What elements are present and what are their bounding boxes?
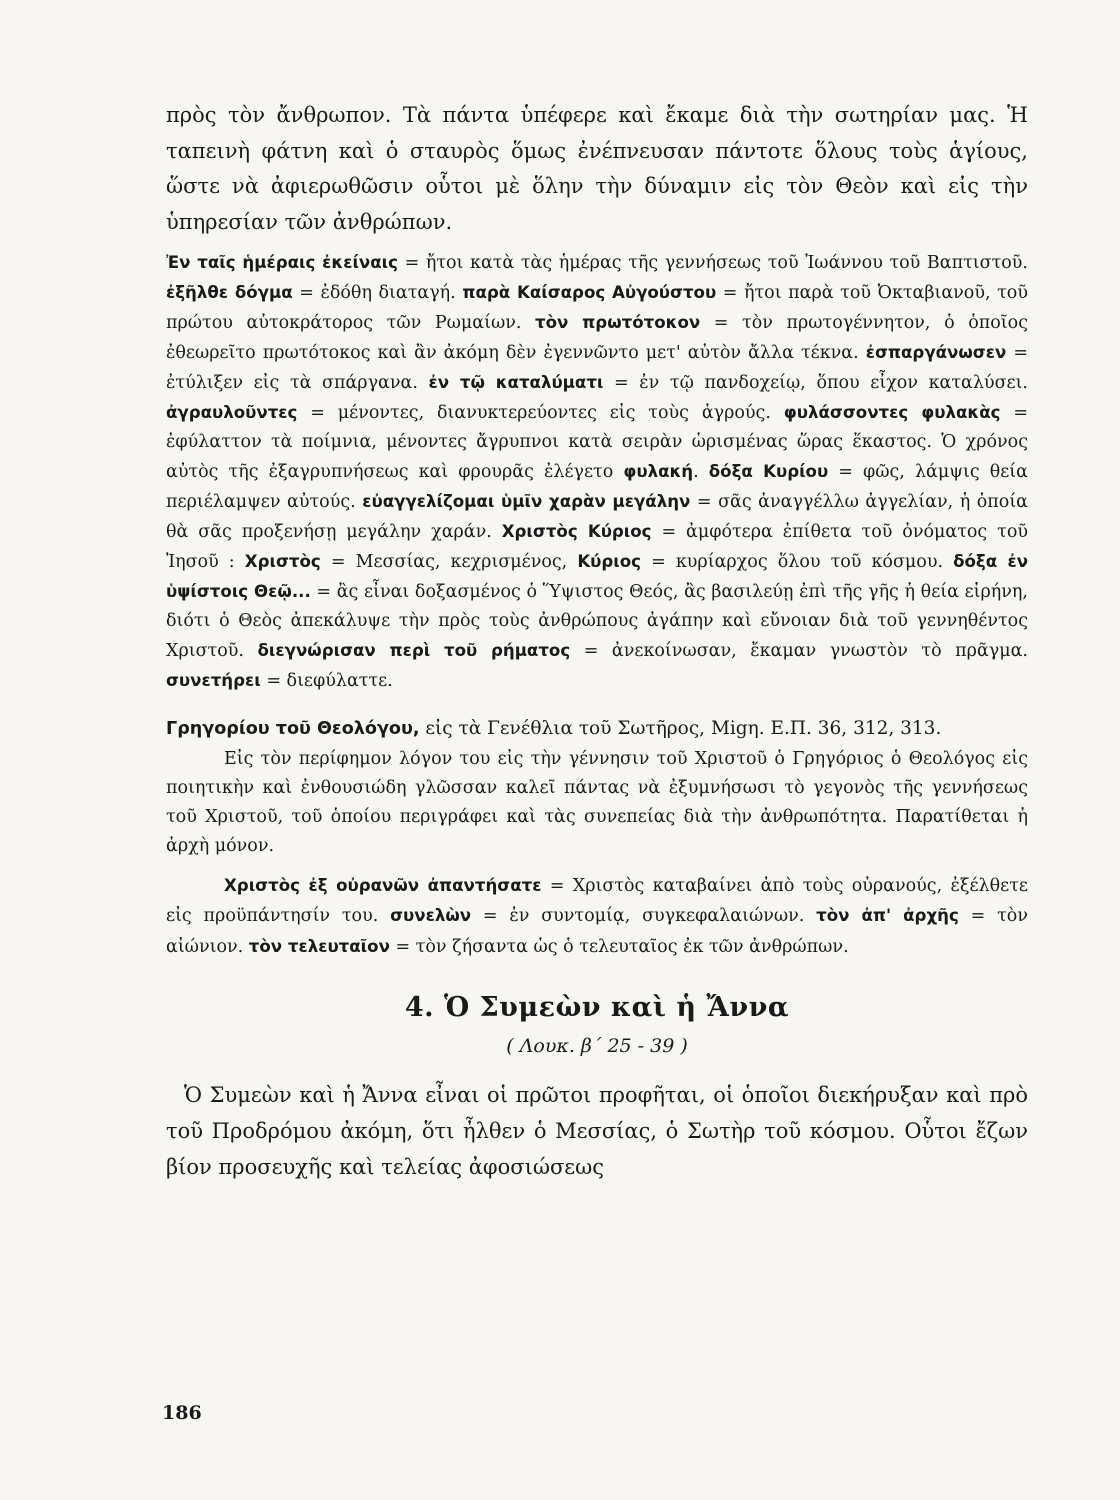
gloss-term: φυλακή bbox=[623, 462, 694, 481]
glossary2-paragraph bbox=[166, 871, 1028, 963]
source-intro: Εἰς τὸν περίφημον λόγον του εἰς τὴν γέννησιν τοῦ Χριστοῦ ὁ Γρηγόριος ὁ Θεολόγος εἰς ποιητικὴν καὶ ἐνθουσιώδη γλῶσσαν καλεῖ πάντας νὰ ἐξυμνήσωσι τὸ γεγονὸς τῆς γεννήσεως τοῦ Χριστοῦ, τοῦ ὁποίου περιγράφει καὶ τὰς συνεπείας διὰ τὴν ἀνθρωπότητα. Παρατίθεται ἡ ἀρχὴ μόνον. bbox=[166, 748, 1028, 856]
section-reference: ( Λουκ. β΄ 25 - 39 ) bbox=[506, 1035, 688, 1057]
gloss-term: Κύριος bbox=[577, 552, 642, 571]
gloss-def: = τὸν πρωτογέννητον, ὁ ὁποῖος ἐθεωρεῖτο πρωτότοκος καὶ ἂν ἀκόμη δὲν ἐγεννῶντο μετ' αὐτὸν ἄλλα τέκνα. bbox=[166, 313, 1028, 363]
gloss-term: δόξα ἐν ὑψίστοις Θεῷ... bbox=[166, 552, 1029, 601]
gloss-term: συνετήρει bbox=[166, 671, 261, 690]
gloss-term: παρὰ Καίσαρος Αὐγούστου bbox=[462, 283, 717, 302]
source-citation bbox=[166, 714, 1028, 745]
gloss-def: = Μεσσίας, κεχρισμένος, bbox=[320, 552, 578, 572]
final-paragraph: Ὁ Συμεὼν καὶ ἡ Ἄννα εἶναι οἱ πρῶτοι προφῆται, οἱ ὁποῖοι διεκήρυξαν καὶ πρὸ τοῦ Προδρόμου ἀκόμη, ὅτι ἦλθεν ὁ Μεσσίας, ὁ Σωτὴρ τοῦ κόσμου. Οὗτοι ἔζων βίον προσευχῆς καὶ τελείας ἀφοσιώσεως bbox=[166, 1083, 1028, 1179]
intro-paragraph: πρὸς τὸν ἄνθρωπον. Τὰ πάντα ὑπέφερε καὶ ἔκαμε διὰ τὴν σωτηρίαν μας. Ἡ ταπεινὴ φάτνη καὶ ὁ σταυρὸς ὅμως ἐνέπνευσαν πάντοτε ὅλους τοὺς ἁγίους, ὥστε νὰ ἀφιερωθῶσιν οὗτοι μὲ ὅλην τὴν δύναμιν εἰς τὸν Θεὸν καὶ εἰς τὴν ὑπηρεσίαν τῶν ἀνθρώπων. bbox=[166, 103, 1028, 234]
gloss-def: = ἐφύλαττον τὰ ποίμνια, μένοντες ἄγρυπνοι κατὰ σειρὰν ὡρισμένας ὥρας ἕκαστος. Ὁ χρόνος αὐτὸς τῆς ἐξαγρυπνήσεως καὶ φρουρᾶς ἐλέγετο bbox=[166, 403, 1028, 482]
gloss-term: ἐξῆλθε δόγμα bbox=[166, 283, 293, 302]
gloss-def: = ἐν συντομίᾳ, συγκεφαλαιώνων. bbox=[471, 906, 817, 926]
gloss-term: Χριστὸς ἐξ οὐρανῶν ἀπαντήσατε bbox=[224, 875, 542, 895]
gloss-term: εὐαγγελίζομαι ὑμῖν χαρὰν μεγάλην bbox=[362, 492, 691, 511]
gloss-term: ἐν τῷ καταλύματι bbox=[428, 373, 604, 392]
gloss-term: Ἐν ταῖς ἡμέραις ἐκείναις bbox=[166, 253, 398, 272]
gloss-def: = ἂς εἶναι δοξασμένος ὁ Ὕψιστος Θεός, ἂς βασιλεύῃ ἐπὶ τῆς γῆς ἡ θεία εἰρήνη, διότι ὁ Θεὸς ἀπεκάλυψε τὴν πρὸς τοὺς ἀνθρώπους ἀγάπην καὶ εὔνοιαν διὰ τοῦ γεννηθέντος Χριστοῦ. bbox=[166, 582, 1028, 661]
gloss-term: συνελὼν bbox=[390, 906, 472, 925]
section-heading: 4. Ὁ Συμεὼν καὶ ἡ Ἄννα bbox=[404, 992, 790, 1023]
gloss-def: = Χριστὸς καταβαίνει ἀπὸ τοὺς οὐρανούς, ἐξέλθετε εἰς προϋπάντησίν του. bbox=[166, 875, 1028, 926]
glossary-paragraph bbox=[166, 248, 1028, 696]
gloss-def: = κυρίαρχος ὅλου τοῦ κόσμου. bbox=[641, 552, 954, 572]
gloss-term: τὸν τελευταῖον bbox=[248, 936, 390, 956]
gloss-term: Χριστὸς Κύριος bbox=[501, 522, 652, 541]
gloss-def: = ἤτοι κατὰ τὰς ἡμέρας τῆς γεννήσεως τοῦ Ἰωάννου τοῦ Βαπτιστοῦ. bbox=[397, 253, 1028, 273]
source-ref: εἰς τὰ Γενέθλια τοῦ Σωτῆρος, Migη. Ε.Π. 36, 312, 313. bbox=[419, 718, 942, 739]
page-number: 186 bbox=[162, 1402, 202, 1424]
gloss-def: = ἀμφότερα ἐπίθετα τοῦ ὀνόματος τοῦ Ἰησοῦ : bbox=[166, 522, 1028, 572]
gloss-term: τὸν ἀπ' ἀρχῆς bbox=[816, 906, 959, 925]
gloss-def: = σᾶς ἀναγγέλλω ἀγγελίαν, ἡ ὁποία θὰ σᾶς προξενήσῃ μεγάλην χαράν. bbox=[166, 492, 1028, 542]
gloss-term: φυλάσσοντες φυλακὰς bbox=[783, 403, 1001, 422]
gloss-def: = ἐτύλιξεν εἰς τὰ σπάργανα. bbox=[166, 343, 1028, 393]
page-body bbox=[166, 98, 1028, 1185]
gloss-def: = φῶς, λάμψις θεία περιέλαμψεν αὐτούς. bbox=[166, 462, 1028, 512]
source-author: Γρηγορίου τοῦ Θεολόγου, bbox=[166, 719, 420, 739]
gloss-term: δόξα Κυρίου bbox=[708, 462, 829, 481]
gloss-def: = ἤτοι παρὰ τοῦ Ὀκταβιανοῦ, τοῦ πρώτου αὐτοκράτορος τῶν Ρωμαίων. bbox=[166, 283, 1028, 333]
gloss-def: = μένοντες, διανυκτερεύοντες εἰς τοὺς ἀγρούς. bbox=[297, 403, 784, 423]
gloss-def: = τὸν ζήσαντα ὡς ὁ τελευταῖος ἐκ τῶν ἀνθρώπων. bbox=[389, 936, 849, 957]
gloss-def: = διεφύλαττε. bbox=[260, 671, 393, 691]
gloss-def: = ἐν τῷ πανδοχείῳ, ὅπου εἶχον καταλύσει. bbox=[603, 373, 1028, 393]
gloss-term: Χριστὸς bbox=[244, 552, 321, 571]
gloss-def: = τὸν αἰώνιον. bbox=[166, 906, 1028, 957]
gloss-def: = ἐδόθη διαταγή. bbox=[292, 283, 463, 303]
gloss-term: ἐσπαργάνωσεν bbox=[865, 343, 1007, 362]
gloss-def: = ἀνεκοίνωσαν, ἔκαμαν γνωστὸν τὸ πρᾶγμα. bbox=[570, 641, 1028, 661]
gloss-term: τὸν πρωτότοκον bbox=[535, 313, 701, 332]
gloss-def: . bbox=[693, 462, 709, 482]
gloss-term: ἀγραυλοῦντες bbox=[166, 403, 298, 422]
gloss-term: διεγνώρισαν περὶ τοῦ ρήματος bbox=[257, 641, 571, 660]
